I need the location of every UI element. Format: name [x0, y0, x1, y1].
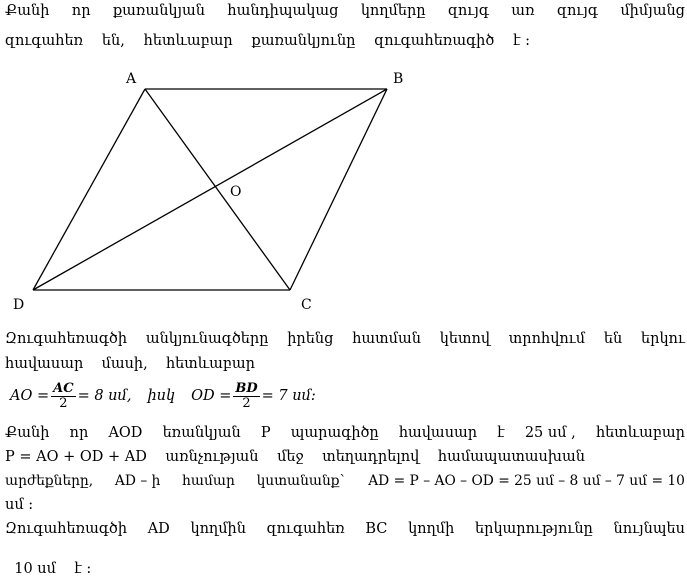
formula-od-rhs: = 7 սմ: — [261, 388, 316, 404]
formula-line — [10, 376, 316, 416]
word: են, — [101, 33, 125, 49]
para3-line-3 — [5, 472, 685, 490]
word: որ — [69, 425, 89, 441]
word: առ — [511, 3, 535, 19]
word: P = AO + OD + AD — [5, 449, 147, 465]
para3-line-2 — [5, 448, 585, 466]
word: Քանի — [5, 3, 50, 19]
word: 25 սմ , — [524, 425, 576, 441]
word: արժեքները, — [5, 473, 94, 489]
word: որ — [71, 3, 91, 19]
word: Զուգահեռագծի — [5, 331, 128, 347]
para4-line-2 — [5, 542, 685, 578]
word: քառանկյան — [112, 3, 205, 19]
word: Քանի — [5, 425, 50, 441]
word: են — [603, 331, 623, 347]
para2-line-1 — [5, 330, 685, 348]
word: պարագիծը — [290, 425, 379, 441]
word: կետով — [439, 331, 490, 347]
word: BC — [365, 521, 388, 537]
side-bc — [290, 89, 387, 290]
diagonal-bd — [33, 89, 387, 290]
word: երկարությունը — [475, 521, 593, 537]
word: AD – ի — [114, 473, 161, 489]
fraction-ac-denominator: 2 — [59, 395, 68, 411]
word: առնչության — [165, 449, 259, 465]
vertex-label-d: D — [13, 297, 25, 313]
fraction-ac-numerator: AC — [53, 380, 74, 396]
word: հետևաբար — [143, 33, 233, 49]
diagonal-ac — [145, 89, 290, 290]
word: սմ : — [5, 497, 34, 513]
word: համար — [182, 473, 235, 489]
word: զույգ — [556, 3, 598, 19]
word: AD — [147, 521, 170, 537]
word: երկու — [641, 331, 685, 347]
word: հետևաբար — [595, 425, 685, 441]
para3-line-1 — [5, 424, 685, 442]
word: համապատասխան — [437, 449, 585, 465]
formula-od-lhs: OD = — [191, 388, 232, 404]
fraction-bd-numerator: BD — [235, 380, 258, 396]
side-da — [33, 89, 145, 290]
word: նույնպես — [613, 521, 685, 537]
word: տեղադրելով — [322, 449, 420, 465]
word: միմյանց — [620, 3, 685, 19]
word: հանդիպակաց — [227, 3, 339, 19]
word: զույգ — [447, 3, 489, 19]
word: AOD — [108, 425, 143, 441]
word: զուգահեռ — [5, 33, 84, 49]
word: P — [260, 425, 271, 441]
center-label-o: O — [230, 184, 242, 200]
word: հավասար — [5, 356, 84, 372]
word: եռանկյան — [162, 425, 241, 441]
word: AD = P – AO – OD = 25 սմ – 8 սմ – 7 սմ = 10 — [368, 473, 685, 489]
para4-line-1 — [5, 520, 685, 538]
word: մասի, — [101, 356, 148, 372]
vertex-label-a: A — [126, 71, 137, 87]
word: կստանանք` — [256, 473, 347, 489]
fraction-bd-denominator: 2 — [242, 395, 251, 411]
formula-ao-rhs: = 8 սմ, — [77, 388, 132, 404]
para3-line-4 — [5, 496, 685, 514]
word: կողմի — [408, 521, 455, 537]
word: է : — [513, 33, 530, 49]
word: կողմին — [190, 521, 246, 537]
word: հավասար — [398, 425, 478, 441]
fraction-bd — [233, 382, 259, 411]
formula-ao-lhs: AO = — [10, 388, 50, 404]
word: Զուգահեռագծի — [5, 521, 128, 537]
word: քառանկյունը — [251, 33, 356, 49]
word: մեջ — [277, 449, 304, 465]
word: զուգահեռ — [266, 521, 345, 537]
word: կողմերը — [360, 3, 426, 19]
word: զուգահեռագիծ — [374, 33, 495, 49]
word: է — [497, 425, 505, 441]
word: հետևաբար — [165, 356, 255, 372]
formula-conjunction: իսկ — [147, 388, 176, 404]
word: տրոհվում — [508, 331, 586, 347]
word: հատման — [352, 331, 421, 347]
vertex-label-c: C — [301, 297, 312, 313]
vertex-label-b: B — [393, 71, 404, 87]
word: 10 սմ է : — [14, 561, 92, 577]
word: իրենց — [287, 331, 334, 347]
para2-line-2 — [5, 355, 255, 373]
word: անկյունագծերը — [145, 331, 269, 347]
fraction-ac — [51, 382, 75, 411]
